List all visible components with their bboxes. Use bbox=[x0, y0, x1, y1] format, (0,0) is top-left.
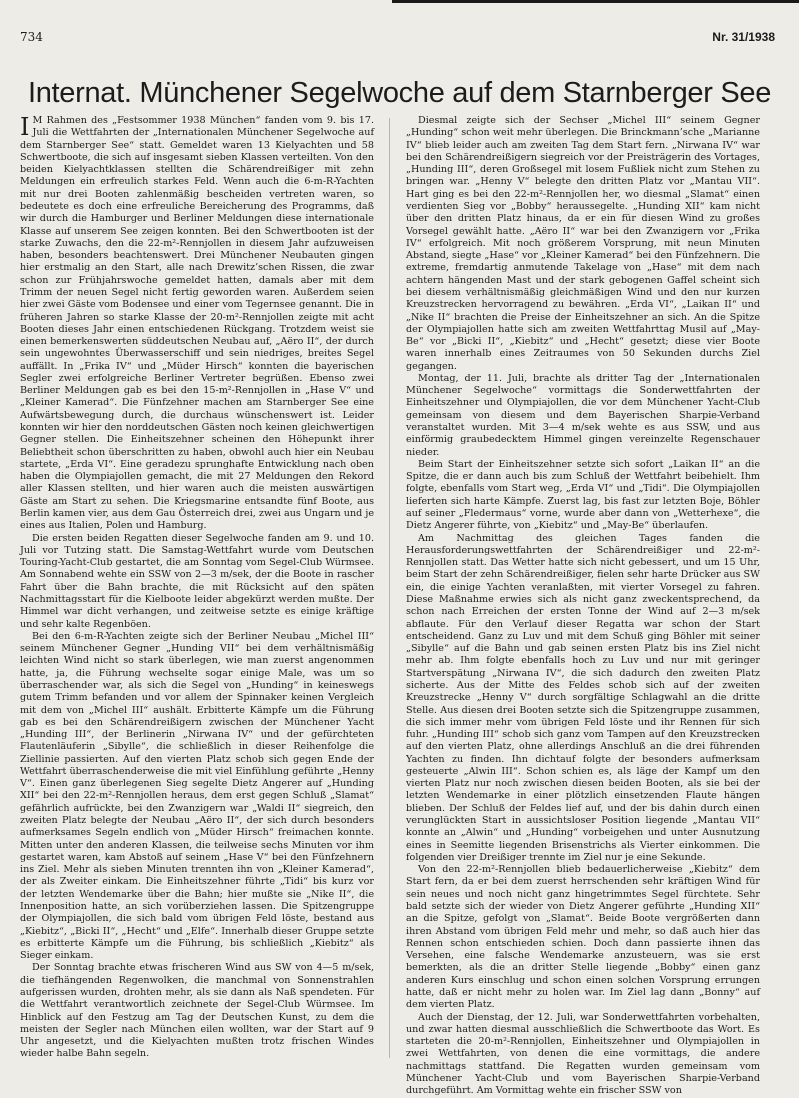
column-divider bbox=[389, 118, 390, 1058]
paragraph: Die ersten beiden Regatten dieser Segelwoche fanden am 9. und 10. Juli vor Tutzing statt. Die Samstag-Wettfahrt wurde vom Deutschen Touring-Yacht-Club gestartet, die am Sonntag vom Segel-Club Würmsee. Am Sonnabend wehte ein SSW von 2—3 m/sek, der die Boote in rascher Fahrt über die Bahn brachte, die mit Rücksicht auf den späten Nachmittagsstart für die Kielboote leider abgekürzt werden mußte. Der Himmel war dicht verhangen, und zeitweise setzte es einige kräftige und sehr kalte Regenböen. bbox=[20, 532, 374, 630]
page-number: 734 bbox=[20, 30, 43, 44]
drop-cap: I bbox=[20, 113, 30, 141]
paragraph: Diesmal zeigte sich der Sechser „Michel III“ seinem Gegner „Hunding“ schon weit mehr überlegen. Die Brinckmann’sche „Marianne IV“ blieb leider auch am zweiten Tag dem Start fern. „Nirwana IV“ war bei den Schärendreißigern siegreich vor der Preisträgerin des Vortages, „Hunding III“, deren Großsegel mit losem Fußliek nicht zum Stehen zu bringen war. „Henny V“ belegte den dritten Platz vor „Mantau VII“. Hart ging es bei den 22-m²-Rennjollen her, wo diesmal „Slamat“ einen verdienten Sieg vor „Bobby“ heraussegelte. „Hunding XII“ kam nicht über den dritten Platz hinaus, da er ein für diesen Wind zu großes Vorsegel gewählt hatte. „Aëro II“ war bei den Zwanzigern vor „Frika IV“ erfolgreich. Mit noch größerem Vorsprung, mit neun Minuten Abstand, siegte „Hase“ vor „Kleiner Kamerad“ bei den Fünfzehnern. Die extreme, fremdartig anmutende Takelage von „Hase“ mit dem nach achtern hängenden Mast und der stark gebogenen Gaffel scheint sich bei diesem verhältnismäßig gleichmäßigen Wind und den nur kurzen Kreuzstrecken hervorragend zu bewähren. „Erda VI“, „Laikan II“ und „Nike II“ brachten die Preise der Einheitszehner an sich. An die Spitze der Olympiajollen hatte sich am zweiten Wettfahrttag Musil auf „May-Be“ vor „Bicki II“, „Kiebitz“ und „Hecht“ gesetzt; diese vier Boote waren innerhalb eines Zeitraumes von 50 Sekunden durchs Ziel gegangen. bbox=[406, 115, 760, 372]
paragraph: Bei den 6-m-R-Yachten zeigte sich der Berliner Neubau „Michel III“ seinem Münchener Gegner „Hunding VII“ bei dem verhältnismäßig leichten Wind nicht so stark überlegen, wie man zuerst angenommen hatte, ja, die Führung wechselte sogar einige Male, was um so überraschender war, als sich die Segel von „Hunding“ in keineswegs gutem Trimm befanden und vor allem der Spinnaker keinen Vergleich mit dem von „Michel III“ aushält. Erbitterte Kämpfe um die Führung gab es bei den Schärendreißigern zwischen der Münchener Yacht „Hunding III“, der Berlinerin „Nirwana IV“ und der gefürchteten Flautenläuferin „Sibylle“, die schließlich in dieser Reihenfolge die Ziellinie passierten. Auf den vierten Platz schob sich gegen Ende der Wettfahrt überraschenderweise die mit viel Einfühlung geführte „Henny V“. Einen ganz überlegenen Sieg segelte Dietz Angerer auf „Hunding XII“ bei den 22-m²-Rennjollen heraus, dem erst gegen Schluß „Slamat“ gefährlich aufrückte, bei den Zwanzigern war „Waldi II“ siegreich, den zweiten Platz belegte der Neubau „Aëro II“, der sich durch besonders aufmerksames Segeln endlich von „Müder Hirsch“ freimachen konnte. Mitten unter den anderen Klassen, die teilweise sechs Minuten vor ihm gestartet waren, kam Abstoß auf seinem „Hase V“ bei den Fünfzehnern ins Ziel. Mehr als sieben Minuten trennten ihn von „Kleiner Kamerad“, der als Zweiter einkam. Die Einheitszehner führte „Tidi“ bis kurz vor der letzten Wendemarke über die Bahn; hier mußte sie „Nike II“, die Innenposition hatte, an sich vorüberziehen lassen. Die Spitzengruppe der Olympiajollen, die sich bald vom übrigen Feld löste, bestand aus „Kiebitz“, „Bicki II“, „Hecht“ und „Elfe“. Innerhalb dieser Gruppe setzte es erbitterte Kämpfe um die Führung, bis schließlich „Kiebitz“ als Sieger einkam. bbox=[20, 630, 374, 962]
left-column bbox=[20, 115, 374, 1063]
paragraph: Am Nachmittag des gleichen Tages fanden die Herausforderungswettfahrten der Schärendreißiger und 22-m²-Rennjollen statt. Das Wetter hatte sich nicht gebessert, und um 15 Uhr, beim Start der zehn Schärendreißiger, fielen sehr harte Drücker aus SW ein, die einige Yachten veranlaßten, mit vierter Vorsegel zu fahren. Diese Maßnahme erwies sich als nicht ganz zweckentsprechend, da schon nach Erreichen der ersten Tonne der Wind auf 2—3 m/sek abflaute. Für den Verlauf dieser Regatta war schon der Start entscheidend. Ganz zu Luv und mit dem Schuß ging Böhler mit seiner „Sibylle“ auf die Bahn und gab seinen ersten Platz bis ins Ziel nicht mehr ab. Ihm folgte ebenfalls hoch zu Luv und nur mit geringer Startverspätung „Nirwana IV“, die sich dadurch den zweiten Platz sicherte. Aus der Mitte des Feldes schob sich auf der zweiten Kreuzstrecke „Henny V“ durch sorgfältige Schlagwahl an die dritte Stelle. Aus diesen drei Booten setzte sich die Spitzengruppe zusammen, die sich immer mehr vom übrigen Feld löste und ihr Rennen für sich fuhr. „Hunding III“ schob sich ganz vom Tampen auf den Kreuzstrecken auf den vierten Platz, ohne allerdings Anschluß an die drei führenden Yachten zu finden. Ihn dichtauf folgte der besonders aufmerksam gesteuerte „Alwin III“. Schon schien es, als läge der Kampf um den vierten Platz nur noch zwischen diesen beiden Booten, als sie bei der letzten Wendemarke in einer plötzlich einsetzenden Flaute hängen blieben. Der Schluß der Feldes lief auf, und der bis dahin durch einen verunglückten Start in aussichtsloser Position liegende „Mantau VII“ konnte an „Alwin“ und „Hunding“ vorbeigehen und unter Ausnutzung eines in Seemitte liegenden Brisenstrichs als Vierter einkommen. Die folgenden vier Dreißiger trennte im Ziel nur je eine Sekunde. bbox=[406, 532, 760, 863]
right-column bbox=[406, 115, 760, 1097]
page-header bbox=[20, 30, 775, 48]
paragraph: Von den 22-m²-Rennjollen blieb bedauerlicherweise „Kiebitz“ dem Start fern, da er bei dem zuerst herrschenden sehr kräftigen Wind für sein neues und noch nicht ganz hingetrimmtes Segel fürchtete. Sehr bald setzte sich der wieder von Dietz Angerer geführte „Hunding XII“ an die Spitze, gefolgt von „Slamat“. Beide Boote vergrößerten dann ihren Abstand vom übrigen Feld mehr und mehr, so daß auch hier das Rennen schon entschieden schien. Doch dann passierte ihnen das Versehen, eine falsche Wendemarke anzusteuern, was sie erst bemerkten, als die an dritter Stelle liegende „Bobby“ einen ganz anderen Kurs einschlug und schon einen solchen Vorsprung errungen hatte, daß er nicht mehr zu holen war. Im Ziel lag dann „Bonny“ auf dem vierten Platz. bbox=[406, 864, 760, 1011]
paragraph: Montag, der 11. Juli, brachte als dritter Tag der „Internationalen Münchener Segelwoche“ vormittags die Sonderwettfahrten der Einheitszehner und Olympiajollen, die vor dem Münchener Yacht-Club gemeinsam von diesem und dem Bayerischen Sharpie-Verband veranstaltet wurden. Mit 3—4 m/sek wehte es aus SSW, und aus einförmig graubedecktem Himmel gingen vereinzelte Regenschauer nieder. bbox=[406, 372, 760, 458]
paragraph: Der Sonntag brachte etwas frischeren Wind aus SW von 4—5 m/sek, die tiefhängenden Regenwolken, die manchmal von Sonnenstrahlen aufgerissen wurden, drohten mehr, als sie dann als Naß spendeten. Für die Wettfahrt verantwortlich zeichnete der Segel-Club Würmsee. Im Hinblick auf den Festzug am Tag der Deutschen Kunst, zu dem die meisten der Segler nach München eilen wollten, war der Start auf 9 Uhr angesetzt, und die Kielyachten mußten trotz frischen Windes wieder halbe Bahn segeln. bbox=[20, 962, 374, 1060]
paragraph: Auch der Dienstag, der 12. Juli, war Sonderwettfahrten vorbehalten, und zwar hatten diesmal ausschließlich die Schwertboote das Wort. Es starteten die 20-m²-Rennjollen, Einheitszehner und Olympiajollen in zwei Wettfahrten, von denen die eine vormittags, die andere nachmittags stattfand. Die Regatten wurden gemeinsam vom Münchener Yacht-Club und vom Bayerischen Sharpie-Verband durchgeführt. Am Vormittag wehte ein frischer SSW von bbox=[406, 1011, 760, 1097]
paragraph: Beim Start der Einheitszehner setzte sich sofort „Laikan II“ an die Spitze, die er dann auch bis zum Schluß der Wettfahrt beibehielt. Ihm folgte, ebenfalls vom Start weg, „Erda VI“ und „Tidi“. Die Olympiajollen lieferten sich harte Kämpfe. Zuerst lag, bis fast zur letzten Boje, Böhler auf seiner „Fledermaus“ vorne, wurde aber dann von „Wetterhexe“, die Dietz Angerer führte, von „Kiebitz“ und „May-Be“ überlaufen. bbox=[406, 458, 760, 532]
article-title: Internat. Münchener Segelwoche auf dem Starnberger See bbox=[27, 77, 772, 109]
top-rule bbox=[392, 0, 799, 3]
issue-number: Nr. 31/1938 bbox=[712, 30, 775, 44]
paragraph: I M Rahmen des „Festsommer 1938 München“ fanden vom 9. bis 17. Juli die Wettfahrten der „Internationalen Münchener Segelwoche auf dem Starnberger See“ statt. Gemeldet waren 13 Kielyachten und 58 Schwertboote, die sich auf insgesamt sieben Klassen verteilten. Von den beiden Kielyachtklassen stellten die Schärendreißiger mit zehn Meldungen ein erfreulich starkes Feld. Wenn auch die 6-m-R-Yachten mit nur drei Booten zahlenmäßig bescheiden vertreten waren, so bedeutete es doch eine erfreuliche Bereicherung des Programms, daß wir durch die Hamburger und Berliner Meldungen diese internationale Klasse auf unserem See zeigen konnten. Bei den Schwertbooten ist der starke Zuwachs, den die 22-m²-Rennjollen in diesem Jahr aufzuweisen haben, besonders beachtenswert. Drei Münchener Neubauten gingen hier erstmalig an den Start, alle nach Drewitz’schen Rissen, die zwar schon zur Frühjahrswoche gemeldet hatten, damals aber mit dem Trimm der neuen Segel nicht fertig geworden waren. Außerdem seien hier zwei Gäste vom Bodensee und einer vom Tegernsee genannt. Die in früheren Jahren so starke Klasse der 20-m²-Rennjollen zeigte mit acht Booten dieses Jahr einen entschiedenen Rückgang. Trotzdem weist sie einen bemerkenswerten süddeutschen Neubau auf, „Aëro II“, der durch sein ungewohntes Überwasserschiff und sein niedriges, breites Segel auffällt. In „Frika IV“ und „Müder Hirsch“ konnten die bayerischen Segler zwei erfolgreiche Berliner Vertreter begrüßen. Ebenso zwei Berliner Meldungen gab es bei den 15-m²-Rennjollen in „Hase V“ und „Kleiner Kamerad“. Die Fünfzehner machen am Starnberger See eine Aufwärtsbewegung durch, die durchaus wünschenswert ist. Leider konnten wir hier den norddeutschen Gästen noch keinen gleichwertigen Gegner stellen. Die Einheitszehner scheinen den Höhepunkt ihrer Beliebtheit schon überschritten zu haben, obwohl auch hier ein Neubau startete, „Erda VI“. Eine geradezu sprunghafte Entwicklung nach oben haben die Olympiajollen gemacht, die mit 27 Meldungen den Rekord aller Klassen stellten, und hier waren auch die meisten auswärtigen Gäste am Start zu sehen. Die Kriegsmarine entsandte fünf Boote, aus Berlin kamen vier, aus dem Gau Österreich drei, zwei aus Ungarn und je eines aus Italien, Polen und Hamburg. bbox=[20, 113, 374, 532]
